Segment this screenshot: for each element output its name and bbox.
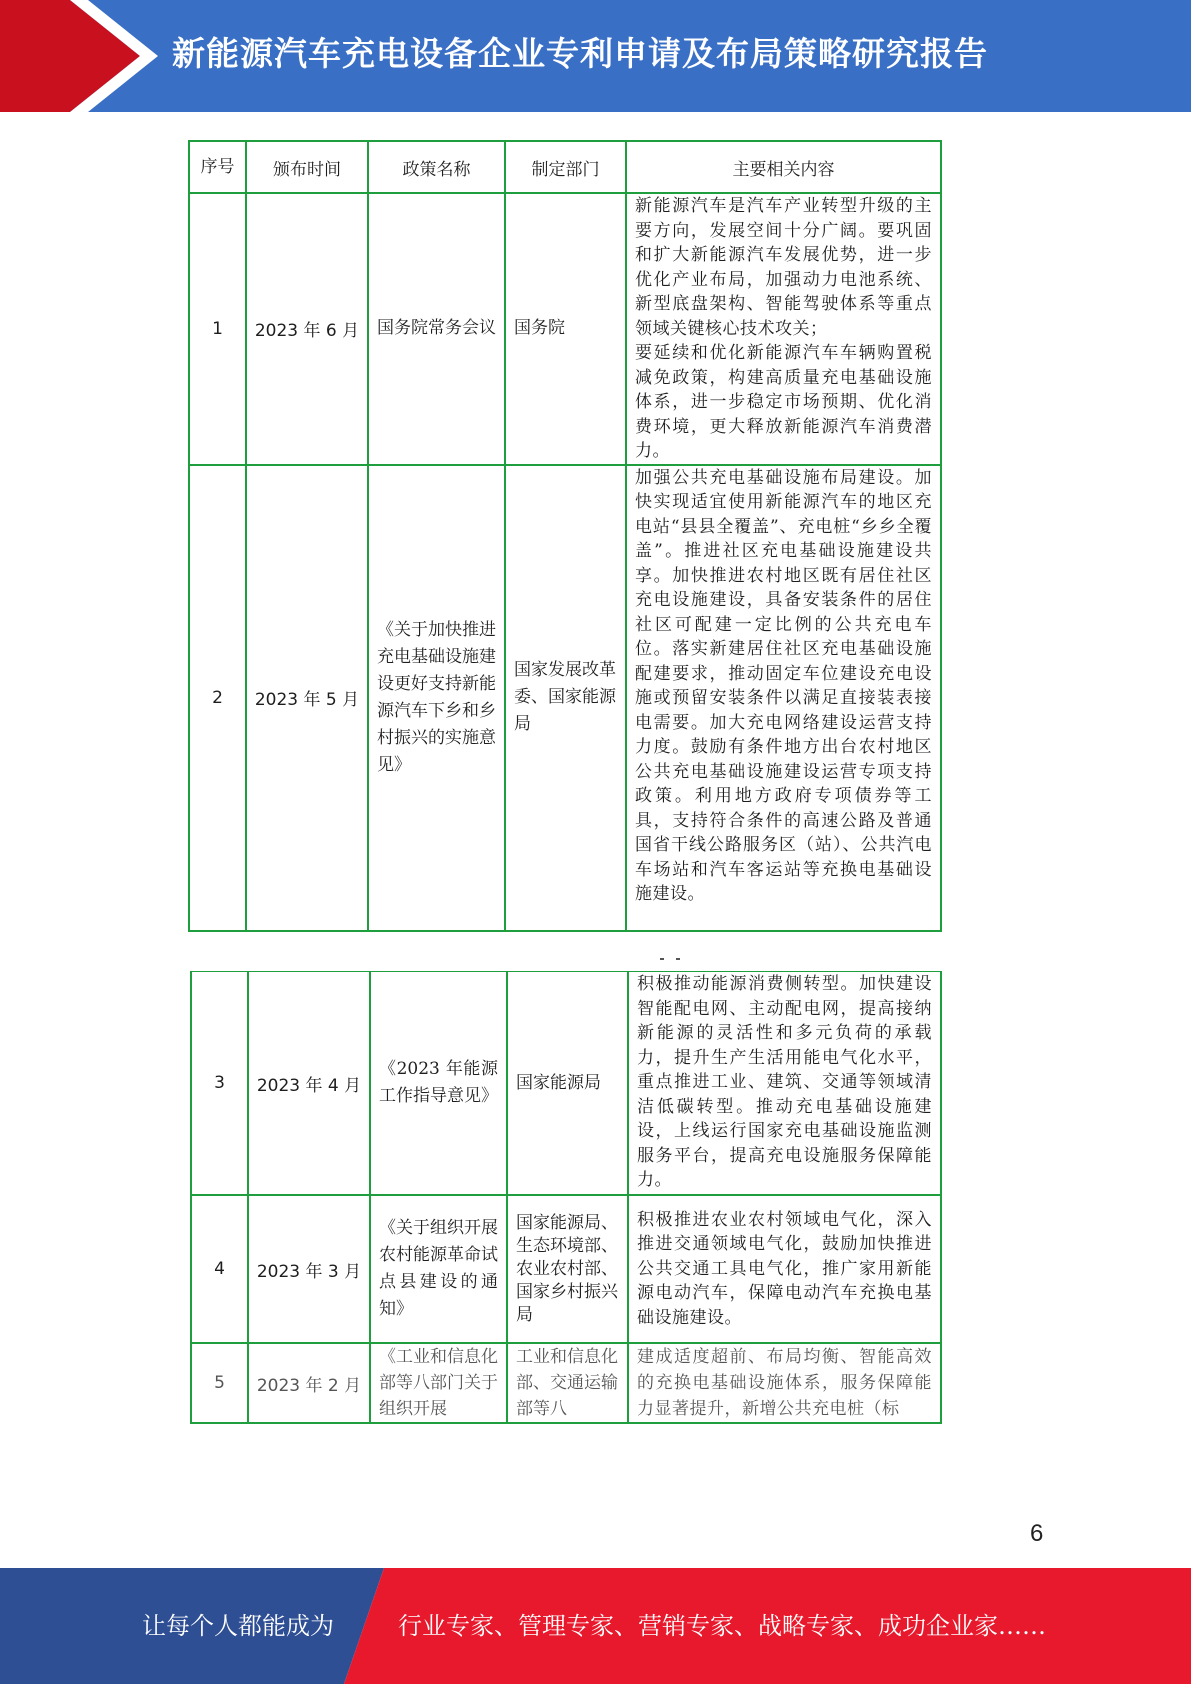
col-header-date: 颁布时间 — [246, 141, 368, 193]
row-date: 2023 年 2 月 — [248, 1343, 370, 1423]
row-number: 2 — [189, 465, 246, 931]
table-row — [191, 971, 941, 1195]
content-paragraph: 加强公共充电基础设施布局建设。加快实现适宜使用新能源汽车的地区充电站“县县全覆盖”、充电桩“乡乡全覆盖”。推进社区充电基础设施建设共享。加快推进农村地区既有居住社区充电设施建设，具备安装条件的居住社区可配建一定比例的公共充电车位。落实新建居住社区充电基础设施配建要求，推动固定车位建设充电设施或预留安装条件以满足直接装表接电需要。加大充电网络建设运营支持力度。鼓励有条件地方出台农村地区公共充电基础设施建设运营专项支持政策。利用地方政府专项债券等工具，支持符合条件的高速公路及普通国省干线公路服务区（站）、公共汽电车场站和汽车客运站等充换电基础设施建设。 — [635, 467, 932, 904]
row-department: 国家能源局 — [507, 971, 628, 1195]
col-header-content: 主要相关内容 — [626, 141, 941, 193]
row-date: 2023 年 5 月 — [246, 465, 368, 931]
page-footer — [0, 1568, 1191, 1684]
row-date: 2023 年 6 月 — [246, 193, 368, 465]
row-content — [628, 971, 941, 1195]
row-policy-name: 《2023 年能源工作指导意见》 — [370, 971, 507, 1195]
table-row — [191, 1195, 941, 1343]
row-number: 5 — [191, 1343, 248, 1423]
row-department: 国务院 — [505, 193, 626, 465]
policy-table-part-1 — [188, 140, 942, 932]
table-break-gap — [186, 955, 942, 971]
row-department: 国家能源局、生态环境部、农业农村部、国家乡村振兴局 — [507, 1195, 628, 1343]
row-policy-name: 《关于组织开展农村能源革命试点县建设的通知》 — [370, 1195, 507, 1343]
table-row — [191, 1343, 941, 1423]
col-header-name: 政策名称 — [368, 141, 505, 193]
row-number: 3 — [191, 971, 248, 1195]
content-paragraph: 要延续和优化新能源汽车车辆购置税减免政策，构建高质量充电基础设施体系，进一步稳定市场预期、优化消费环境，更大释放新能源汽车消费潜力。 — [635, 343, 932, 461]
content-paragraph: 积极推动能源消费侧转型。加快建设智能配电网、主动配电网，提高接纳新能源的灵活性和多元负荷的承载力，提升生产生活用能电气化水平，重点推进工业、建筑、交通等领域清洁低碳转型。推动充电基础设施建设，上线运行国家充电基础设施监测服务平台，提高充电设施服务保障能力。 — [637, 974, 932, 1190]
row-number: 4 — [191, 1195, 248, 1343]
page-number: 6 — [1030, 1520, 1044, 1547]
row-department: 国家发展改革委、国家能源局 — [505, 465, 626, 931]
header-arrow-decoration — [0, 0, 160, 112]
row-policy-name: 《工业和信息化部等八部门关于组织开展 — [370, 1343, 507, 1423]
row-content — [626, 465, 941, 931]
row-number: 1 — [189, 193, 246, 465]
table-header-row — [189, 141, 941, 193]
content-paragraph: 建成适度超前、布局均衡、智能高效的充换电基础设施体系，服务保障能力显著提升，新增公共充电桩（标 — [637, 1347, 932, 1419]
row-content — [628, 1343, 941, 1423]
row-content — [626, 193, 941, 465]
row-date: 2023 年 3 月 — [248, 1195, 370, 1343]
row-policy-name: 《关于加快推进充电基础设施建设更好支持新能源汽车下乡和乡村振兴的实施意见》 — [368, 465, 505, 931]
policy-table-part-2 — [190, 970, 942, 1424]
content-paragraph: 新能源汽车是汽车产业转型升级的主要方向，发展空间十分广阔。要巩固和扩大新能源汽车发展优势，进一步优化产业布局，加强动力电池系统、新型底盘架构、智能驾驶体系等重点领域关键核心技术攻关； — [635, 196, 932, 339]
table-break-mark — [660, 958, 664, 960]
report-title: 新能源汽车充电设备企业专利申请及布局策略研究报告 — [172, 34, 988, 73]
table-break-mark — [676, 958, 680, 960]
col-header-no: 序号 — [189, 141, 246, 193]
page-header — [0, 0, 1191, 112]
table-row — [189, 193, 941, 465]
col-header-dept: 制定部门 — [505, 141, 626, 193]
row-date: 2023 年 4 月 — [248, 971, 370, 1195]
content-paragraph: 积极推进农业农村领域电气化，深入推进交通领域电气化，鼓励加快推进公共交通工具电气化，推广家用新能源电动汽车，保障电动汽车充换电基础设施建设。 — [637, 1209, 932, 1328]
footer-slogan-left: 让每个人都能成为 — [142, 1612, 334, 1640]
row-department: 工业和信息化部、交通运输部等八 — [507, 1343, 628, 1423]
footer-slogan-right: 行业专家、管理专家、营销专家、战略专家、成功企业家…… — [398, 1612, 1046, 1640]
row-content — [628, 1195, 941, 1343]
row-policy-name: 国务院常务会议 — [368, 193, 505, 465]
table-row — [189, 465, 941, 931]
